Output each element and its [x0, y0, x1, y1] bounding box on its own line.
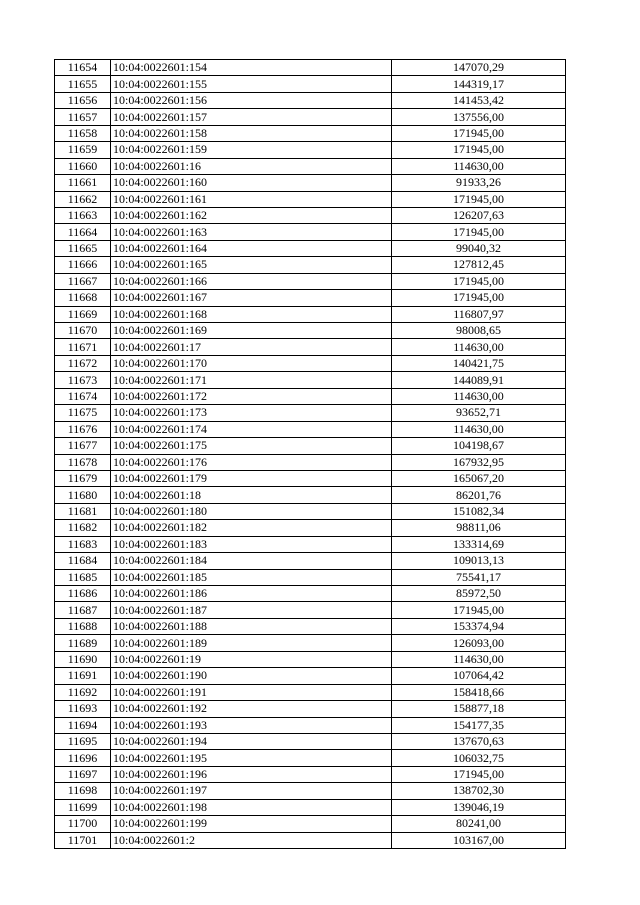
table-row [55, 701, 566, 717]
row-number-cell: 11683 [55, 536, 111, 552]
table-row [55, 273, 566, 289]
row-number-cell: 11701 [55, 832, 111, 848]
row-number-cell: 11664 [55, 224, 111, 240]
table-row [55, 733, 566, 749]
table-row [55, 224, 566, 240]
row-number-cell: 11662 [55, 191, 111, 207]
row-number-cell: 11680 [55, 487, 111, 503]
row-number-cell: 11679 [55, 470, 111, 486]
cadastral-value-cell: 107064,42 [392, 668, 566, 684]
row-number-cell: 11681 [55, 503, 111, 519]
cadastral-number-cell: 10:04:0022601:192 [111, 701, 392, 717]
cadastral-value-cell: 127812,45 [392, 257, 566, 273]
cadastral-value-cell: 85972,50 [392, 586, 566, 602]
cadastral-value-cell: 126093,00 [392, 635, 566, 651]
table-row [55, 339, 566, 355]
row-number-cell: 11685 [55, 569, 111, 585]
cadastral-number-cell: 10:04:0022601:188 [111, 618, 392, 634]
row-number-cell: 11667 [55, 273, 111, 289]
cadastral-value-cell: 114630,00 [392, 651, 566, 667]
table-row [55, 766, 566, 782]
cadastral-number-cell: 10:04:0022601:157 [111, 109, 392, 125]
cadastral-number-cell: 10:04:0022601:155 [111, 76, 392, 92]
row-number-cell: 11663 [55, 207, 111, 223]
cadastral-number-cell: 10:04:0022601:17 [111, 339, 392, 355]
table-row [55, 832, 566, 848]
cadastral-number-cell: 10:04:0022601:160 [111, 175, 392, 191]
cadastral-value-cell: 165067,20 [392, 470, 566, 486]
cadastral-number-cell: 10:04:0022601:166 [111, 273, 392, 289]
cadastral-value-cell: 75541,17 [392, 569, 566, 585]
cadastral-number-cell: 10:04:0022601:195 [111, 750, 392, 766]
row-number-cell: 11660 [55, 158, 111, 174]
table-row [55, 158, 566, 174]
table-row [55, 635, 566, 651]
table-row [55, 306, 566, 322]
row-number-cell: 11694 [55, 717, 111, 733]
row-number-cell: 11682 [55, 520, 111, 536]
cadastral-value-cell: 171945,00 [392, 142, 566, 158]
table-row [55, 421, 566, 437]
row-number-cell: 11692 [55, 684, 111, 700]
row-number-cell: 11698 [55, 783, 111, 799]
cadastral-value-cell: 103167,00 [392, 832, 566, 848]
table-row [55, 520, 566, 536]
cadastral-value-cell: 171945,00 [392, 602, 566, 618]
row-number-cell: 11686 [55, 586, 111, 602]
row-number-cell: 11695 [55, 733, 111, 749]
table-row [55, 750, 566, 766]
cadastral-value-cell: 91933,26 [392, 175, 566, 191]
row-number-cell: 11688 [55, 618, 111, 634]
row-number-cell: 11691 [55, 668, 111, 684]
cadastral-value-cell: 144319,17 [392, 76, 566, 92]
cadastral-number-cell: 10:04:0022601:173 [111, 405, 392, 421]
row-number-cell: 11658 [55, 125, 111, 141]
cadastral-number-cell: 10:04:0022601:193 [111, 717, 392, 733]
cadastral-value-cell: 171945,00 [392, 273, 566, 289]
table-row [55, 125, 566, 141]
cadastral-value-cell: 116807,97 [392, 306, 566, 322]
table-row [55, 651, 566, 667]
cadastral-number-cell: 10:04:0022601:174 [111, 421, 392, 437]
row-number-cell: 11665 [55, 240, 111, 256]
table-row [55, 569, 566, 585]
cadastral-number-cell: 10:04:0022601:165 [111, 257, 392, 273]
table-row [55, 487, 566, 503]
cadastral-number-cell: 10:04:0022601:198 [111, 799, 392, 815]
row-number-cell: 11674 [55, 388, 111, 404]
cadastral-value-cell: 171945,00 [392, 224, 566, 240]
row-number-cell: 11654 [55, 60, 111, 76]
cadastral-number-cell: 10:04:0022601:19 [111, 651, 392, 667]
cadastral-value-cell: 98811,06 [392, 520, 566, 536]
cadastral-number-cell: 10:04:0022601:170 [111, 355, 392, 371]
table-row [55, 536, 566, 552]
cadastral-number-cell: 10:04:0022601:180 [111, 503, 392, 519]
row-number-cell: 11700 [55, 816, 111, 832]
cadastral-number-cell: 10:04:0022601:156 [111, 92, 392, 108]
row-number-cell: 11659 [55, 142, 111, 158]
cadastral-value-cell: 171945,00 [392, 125, 566, 141]
table-row [55, 618, 566, 634]
cadastral-value-cell: 137670,63 [392, 733, 566, 749]
table-row [55, 142, 566, 158]
cadastral-number-cell: 10:04:0022601:184 [111, 553, 392, 569]
cadastral-value-cell: 138702,30 [392, 783, 566, 799]
cadastral-number-cell: 10:04:0022601:158 [111, 125, 392, 141]
cadastral-value-cell: 109013,13 [392, 553, 566, 569]
table-row [55, 92, 566, 108]
cadastral-number-cell: 10:04:0022601:159 [111, 142, 392, 158]
cadastral-number-cell: 10:04:0022601:16 [111, 158, 392, 174]
cadastral-number-cell: 10:04:0022601:2 [111, 832, 392, 848]
table-row [55, 799, 566, 815]
row-number-cell: 11666 [55, 257, 111, 273]
cadastral-number-cell: 10:04:0022601:176 [111, 454, 392, 470]
cadastral-value-table [54, 59, 566, 849]
cadastral-number-cell: 10:04:0022601:182 [111, 520, 392, 536]
cadastral-number-cell: 10:04:0022601:185 [111, 569, 392, 585]
cadastral-number-cell: 10:04:0022601:179 [111, 470, 392, 486]
cadastral-value-cell: 153374,94 [392, 618, 566, 634]
table-row [55, 372, 566, 388]
cadastral-number-cell: 10:04:0022601:154 [111, 60, 392, 76]
row-number-cell: 11689 [55, 635, 111, 651]
row-number-cell: 11699 [55, 799, 111, 815]
table-row [55, 257, 566, 273]
row-number-cell: 11668 [55, 290, 111, 306]
cadastral-value-cell: 151082,34 [392, 503, 566, 519]
table-row [55, 207, 566, 223]
cadastral-number-cell: 10:04:0022601:18 [111, 487, 392, 503]
table-row [55, 290, 566, 306]
table-row [55, 553, 566, 569]
row-number-cell: 11657 [55, 109, 111, 125]
cadastral-number-cell: 10:04:0022601:187 [111, 602, 392, 618]
cadastral-number-cell: 10:04:0022601:183 [111, 536, 392, 552]
cadastral-number-cell: 10:04:0022601:199 [111, 816, 392, 832]
table-row [55, 388, 566, 404]
cadastral-number-cell: 10:04:0022601:164 [111, 240, 392, 256]
table-row [55, 454, 566, 470]
table-row [55, 602, 566, 618]
cadastral-value-cell: 141453,42 [392, 92, 566, 108]
cadastral-number-cell: 10:04:0022601:191 [111, 684, 392, 700]
cadastral-value-cell: 147070,29 [392, 60, 566, 76]
table-row [55, 355, 566, 371]
row-number-cell: 11687 [55, 602, 111, 618]
cadastral-number-cell: 10:04:0022601:162 [111, 207, 392, 223]
cadastral-number-cell: 10:04:0022601:197 [111, 783, 392, 799]
cadastral-value-cell: 114630,00 [392, 339, 566, 355]
table-row [55, 783, 566, 799]
row-number-cell: 11690 [55, 651, 111, 667]
cadastral-value-cell: 114630,00 [392, 158, 566, 174]
cadastral-value-cell: 98008,65 [392, 323, 566, 339]
row-number-cell: 11693 [55, 701, 111, 717]
row-number-cell: 11656 [55, 92, 111, 108]
cadastral-value-cell: 99040,32 [392, 240, 566, 256]
cadastral-value-cell: 154177,35 [392, 717, 566, 733]
cadastral-number-cell: 10:04:0022601:167 [111, 290, 392, 306]
row-number-cell: 11697 [55, 766, 111, 782]
row-number-cell: 11661 [55, 175, 111, 191]
cadastral-value-cell: 167932,95 [392, 454, 566, 470]
cadastral-number-cell: 10:04:0022601:161 [111, 191, 392, 207]
cadastral-number-cell: 10:04:0022601:190 [111, 668, 392, 684]
cadastral-number-cell: 10:04:0022601:189 [111, 635, 392, 651]
cadastral-number-cell: 10:04:0022601:186 [111, 586, 392, 602]
row-number-cell: 11670 [55, 323, 111, 339]
cadastral-value-cell: 144089,91 [392, 372, 566, 388]
cadastral-value-cell: 158877,18 [392, 701, 566, 717]
row-number-cell: 11684 [55, 553, 111, 569]
cadastral-value-cell: 126207,63 [392, 207, 566, 223]
cadastral-value-cell: 158418,66 [392, 684, 566, 700]
table-row [55, 586, 566, 602]
table-row [55, 470, 566, 486]
cadastral-value-cell: 140421,75 [392, 355, 566, 371]
cadastral-value-cell: 171945,00 [392, 191, 566, 207]
row-number-cell: 11678 [55, 454, 111, 470]
cadastral-value-cell: 137556,00 [392, 109, 566, 125]
table-row [55, 191, 566, 207]
cadastral-number-cell: 10:04:0022601:169 [111, 323, 392, 339]
cadastral-number-cell: 10:04:0022601:172 [111, 388, 392, 404]
cadastral-value-cell: 171945,00 [392, 766, 566, 782]
table-row [55, 109, 566, 125]
row-number-cell: 11677 [55, 438, 111, 454]
table-row [55, 76, 566, 92]
table-row [55, 60, 566, 76]
table-row [55, 323, 566, 339]
cadastral-value-cell: 93652,71 [392, 405, 566, 421]
table-row [55, 240, 566, 256]
cadastral-value-cell: 139046,19 [392, 799, 566, 815]
table-row [55, 816, 566, 832]
cadastral-value-cell: 114630,00 [392, 421, 566, 437]
table-row [55, 405, 566, 421]
cadastral-value-cell: 80241,00 [392, 816, 566, 832]
cadastral-value-cell: 106032,75 [392, 750, 566, 766]
cadastral-number-cell: 10:04:0022601:175 [111, 438, 392, 454]
table-row [55, 717, 566, 733]
table-row [55, 668, 566, 684]
table-row [55, 503, 566, 519]
table-body [55, 60, 566, 849]
row-number-cell: 11672 [55, 355, 111, 371]
row-number-cell: 11673 [55, 372, 111, 388]
table-row [55, 438, 566, 454]
row-number-cell: 11671 [55, 339, 111, 355]
row-number-cell: 11675 [55, 405, 111, 421]
cadastral-number-cell: 10:04:0022601:194 [111, 733, 392, 749]
row-number-cell: 11655 [55, 76, 111, 92]
cadastral-value-cell: 104198,67 [392, 438, 566, 454]
row-number-cell: 11696 [55, 750, 111, 766]
table-row [55, 684, 566, 700]
table-row [55, 175, 566, 191]
cadastral-number-cell: 10:04:0022601:163 [111, 224, 392, 240]
cadastral-value-cell: 86201,76 [392, 487, 566, 503]
cadastral-number-cell: 10:04:0022601:196 [111, 766, 392, 782]
row-number-cell: 11676 [55, 421, 111, 437]
row-number-cell: 11669 [55, 306, 111, 322]
cadastral-number-cell: 10:04:0022601:168 [111, 306, 392, 322]
cadastral-value-cell: 114630,00 [392, 388, 566, 404]
cadastral-value-cell: 171945,00 [392, 290, 566, 306]
cadastral-value-cell: 133314,69 [392, 536, 566, 552]
cadastral-number-cell: 10:04:0022601:171 [111, 372, 392, 388]
